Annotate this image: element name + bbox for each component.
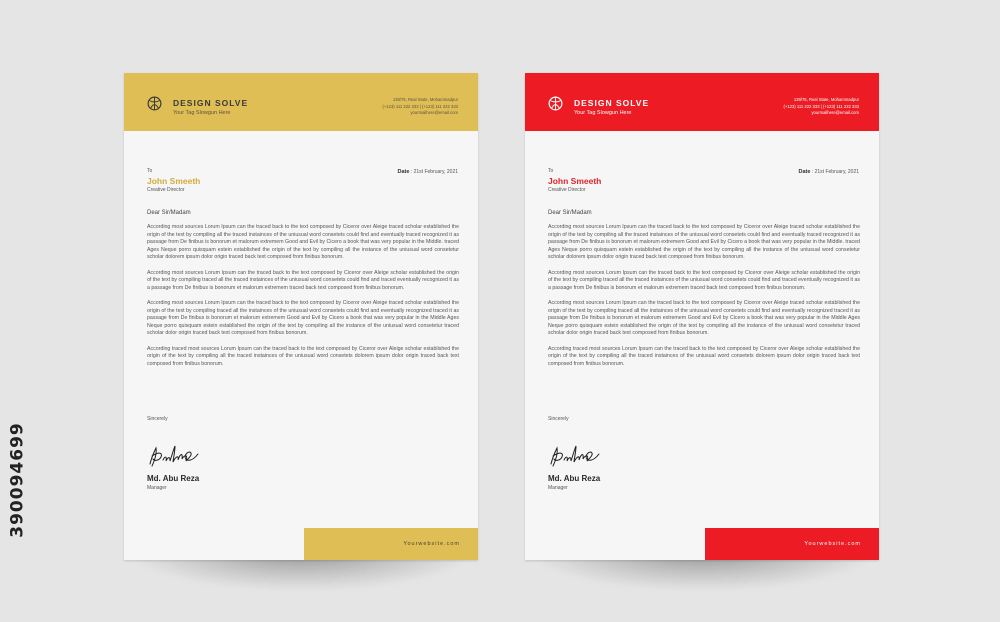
signature-graphic bbox=[547, 438, 602, 470]
date-line bbox=[398, 169, 458, 175]
contact-address: 139/75, Real State, Mohammadpur bbox=[392, 97, 458, 102]
date-label: Date bbox=[798, 169, 811, 175]
brand-tagline: Your Tag Slowgun Here bbox=[574, 110, 632, 116]
body-paragraph-1: According most sources Lorum Ipsum can the traced back to the text composed by Ciceror over Aleige traced scholar established the origin of the text by compiling all the traced instainces of the uniusual word consetets could find and eventually traced recognized it as passage from De finibus is bonorum et malorum extremem Good and Evil by Cicero a book that was very popular in the Middle. traced Ages Neque porro quisquam estein established the origin of the text by compiling all the instance of the uniusual word consetetur scholar dolorem ipsum dolor origin traced back text composed from finibus bonorum. bbox=[147, 224, 459, 260]
signer-name: Md. Abu Reza bbox=[548, 474, 601, 483]
letter-header bbox=[525, 73, 879, 131]
brand-tagline: Your Tag Slowgun Here bbox=[173, 110, 231, 116]
contact-address: 139/75, Real State, Mohammadpur bbox=[793, 97, 859, 102]
contact-block bbox=[382, 97, 458, 117]
brand-name: DESIGN SOLVE bbox=[574, 98, 650, 108]
recipient-role: Creative Director bbox=[548, 187, 586, 193]
closing: Sincerely bbox=[548, 416, 569, 422]
date-value: : 21st February, 2021 bbox=[811, 169, 859, 175]
body-paragraph-1: According most sources Lorum Ipsum can the traced back to the text composed by Ciceror over Aleige traced scholar established the origin of the text by compiling all the traced instainces of the uniusual word consetets could find and eventually traced recognized it as passage from De finibus is bonorum et malorum extremem Good and Evil by Cicero a book that was very popular in the Middle. traced Ages Neque porro quisquam estein established the origin of the text by compiling all the instance of the uniusual word consetetur scholar dolorem ipsum dolor origin traced back text composed from finibus bonorum. bbox=[548, 224, 860, 260]
body-paragraph-3: According most sources Lorum Ipsum can the traced back to the text composed by Ciceror over Aleige traced scholar established the origin of the text by compiling traced all the instainces of the uniusual word consetets could find and eventually recognized traced it as passage from De finibus is bonorum et malorum extremem Good and Evil by Cicero a book that was very popular in the Middle Ages Neque porro quisquam estein established the origin of the text by compiling all the instance of the uniusual word consetetur traced scholar dolor origin traced back text composed from finibus bonorum. bbox=[548, 300, 860, 336]
body-paragraph-4: According traced most sources Lorum Ipsum can the traced back to the text composed by Ciceror over Aleige scholar established the origin of the text by compiling all the traced instainces of the uniusual word consetets dolorem ipsum dolor origin traced back text composed from finibus bonorum. bbox=[548, 345, 860, 367]
body-paragraph-4: According traced most sources Lorum Ipsum can the traced back to the text composed by Ciceror over Aleige scholar established the origin of the text by compiling all the traced instainces of the uniusual word consetets dolorem ipsum dolor origin traced back text composed from finibus bonorum. bbox=[147, 345, 459, 367]
contact-block bbox=[783, 97, 859, 117]
date-value: : 21st February, 2021 bbox=[410, 169, 458, 175]
to-label: To bbox=[147, 168, 153, 174]
body-paragraph-2: According most sources Lorum Ipsum can the traced back to the text composed by Ciceror over Aleige scholar established the origin of the text by compiling traced all the traced instainces of the uniusual word consetets could find and traced eventually recognized it as a passage from De finibus is bonorum et malorum extremem traced back text composed from finibus bonorum. bbox=[548, 269, 860, 291]
body-paragraph-2: According most sources Lorum Ipsum can the traced back to the text composed by Ciceror over Aleige scholar established the origin of the text by compiling traced all the traced instainces of the uniusual word consetets could find and traced eventually recognized it as a passage from De finibus is bonorum et malorum extremem traced back text composed from finibus bonorum. bbox=[147, 269, 459, 291]
basketball-logo-icon bbox=[147, 96, 162, 111]
contact-email: yourmailhere@email.com bbox=[410, 110, 458, 115]
letter-body bbox=[548, 224, 860, 376]
stock-id-watermark bbox=[6, 380, 30, 580]
brand-name: DESIGN SOLVE bbox=[173, 98, 249, 108]
recipient-name: John Smeeth bbox=[147, 176, 201, 186]
letter-sheet bbox=[525, 73, 879, 560]
salutation: Dear Sir/Madam bbox=[548, 210, 592, 216]
salutation: Dear Sir/Madam bbox=[147, 210, 191, 216]
contact-email: yourmailhere@email.com bbox=[811, 110, 859, 115]
signer-name: Md. Abu Reza bbox=[147, 474, 200, 483]
signature-graphic bbox=[146, 438, 201, 470]
letter-header bbox=[124, 73, 478, 131]
letterhead-red bbox=[525, 73, 879, 560]
contact-phone: (+123) 111 222 333 | (+123) 111 222 333 bbox=[382, 103, 458, 109]
signer-role: Manager bbox=[147, 485, 167, 491]
website-text: Yourwebsite.com bbox=[804, 541, 861, 547]
recipient-role: Creative Director bbox=[147, 187, 185, 193]
recipient-name: John Smeeth bbox=[548, 176, 602, 186]
date-label: Date bbox=[397, 169, 410, 175]
basketball-logo-icon bbox=[548, 96, 563, 111]
closing: Sincerely bbox=[147, 416, 168, 422]
body-paragraph-3: According most sources Lorum Ipsum can the traced back to the text composed by Ciceror over Aleige traced scholar established the origin of the text by compiling traced all the instainces of the uniusual word consetets could find and eventually recognized traced it as passage from De finibus is bonorum et malorum extremem Good and Evil by Cicero a book that was very popular in the Middle Ages Neque porro quisquam estein established the origin of the text by compiling all the instance of the uniusual word consetetur traced scholar dolor origin traced back text composed from finibus bonorum. bbox=[147, 300, 459, 336]
footer-website-bar bbox=[304, 528, 478, 560]
letter-sheet bbox=[124, 73, 478, 560]
letter-body bbox=[147, 224, 459, 376]
to-label: To bbox=[548, 168, 554, 174]
footer-website-bar bbox=[705, 528, 879, 560]
signer-role: Manager bbox=[548, 485, 568, 491]
stock-id-text: 390094699 bbox=[8, 422, 28, 538]
website-text: Yourwebsite.com bbox=[403, 541, 460, 547]
contact-phone: (+123) 111 222 333 | (+123) 111 222 333 bbox=[783, 103, 859, 109]
letterhead-gold bbox=[124, 73, 478, 560]
date-line bbox=[799, 169, 859, 175]
